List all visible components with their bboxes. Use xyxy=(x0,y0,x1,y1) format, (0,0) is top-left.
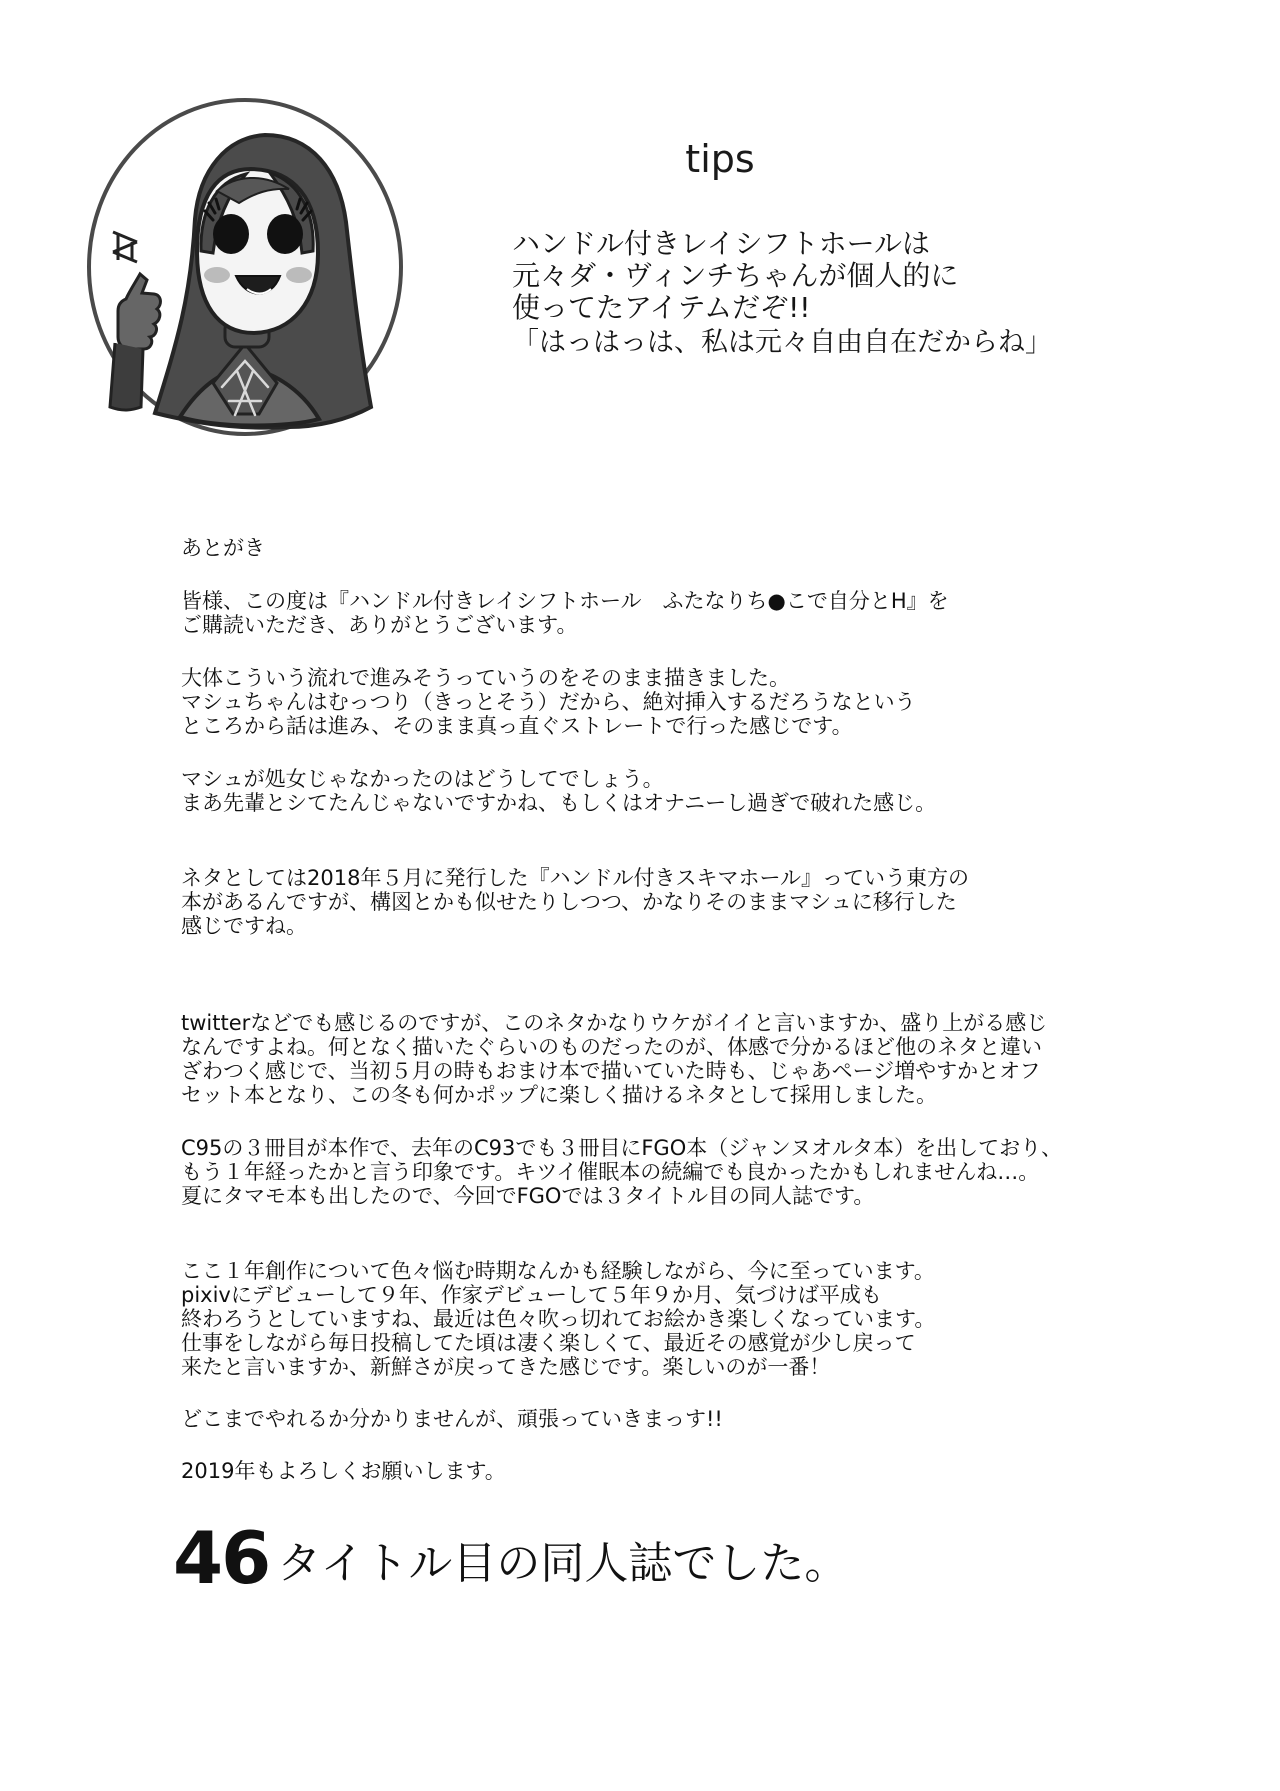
tips-title: tips xyxy=(685,137,755,181)
da-vinci-portrait-illustration xyxy=(87,97,403,437)
afterword-paragraph: どこまでやれるか分かりませんが、頑張っていきまっす!! xyxy=(181,1407,723,1431)
afterword-paragraph: C95の３冊目が本作で、去年のC93でも３冊目にFGO本（ジャンヌオルタ本）を出しており、 もう１年経ったかと言う印象です。キツイ催眠本の続編でも良かったかもしれませんね…。 夏にタマモ本も出したので、今回でFGOでは３タイトル目の同人誌です。 xyxy=(181,1136,1063,1208)
afterword-paragraph: 皆様、この度は『ハンドル付きレイシフトホール ふたなりち●こで自分とH』を ご購読いただき、ありがとうございます。 xyxy=(181,589,949,637)
tips-body: ハンドル付きレイシフトホールは 元々ダ・ヴィンチちゃんが個人的に 使ってたアイテムだぞ!! xyxy=(512,227,959,324)
afterword-paragraph: 大体こういう流れで進みそうっていうのをそのまま描きました。 マシュちゃんはむっつり（きっとそう）だから、絶対挿入するだろうなという ところから話は進み、そのまま真っ直ぐストレートで行った感じです。 xyxy=(181,666,916,738)
afterword-paragraph: ここ１年創作について色々悩む時期なんかも経験しながら、今に至っています。 pixivにデビューして９年、作家デビューして５年９か月、気づけば平成も 終わろうとしていますね、最近は色々吹っ切れてお絵かき楽しくなっています。 仕事をしながら毎日投稿してた頃は凄く楽しくて、最近その感覚が少し戻って 来たと言いますか、新鮮さが戻ってきた感じです。楽しいのが一番！ xyxy=(181,1259,936,1379)
title-count-text: タイトル目の同人誌でした。 xyxy=(277,1538,849,1590)
title-count-footer xyxy=(173,1510,1173,1600)
afterword-paragraph: 2019年もよろしくお願いします。 xyxy=(181,1459,506,1483)
afterword-paragraph: twitterなどでも感じるのですが、このネタかなりウケがイイと言いますか、盛り上がる感じ なんですよね。何となく描いたぐらいのものだったのが、体感で分かるほど他のネタと違い ざわつく感じで、当初５月の時もおまけ本で描いていた時も、じゃあページ増やすかとオフ セット本となり、この冬も何かポップに楽しく描けるネタとして採用しました。 xyxy=(181,1011,1048,1107)
afterword-paragraph: マシュが処女じゃなかったのはどうしてでしょう。 まあ先輩とシてたんじゃないですかね、もしくはオナニーし過ぎで破れた感じ。 xyxy=(181,767,937,815)
afterword-section xyxy=(181,536,1081,1483)
tips-quote: 「はっはっは、私は元々自由自在だからね」 xyxy=(512,327,1052,358)
afterword-paragraph: ネタとしては2018年５月に発行した『ハンドル付きスキマホール』っていう東方の 本があるんですが、構図とかも似せたりしつつ、かなりそのままマシュに移行した 感じですね。 xyxy=(181,866,970,938)
title-count-number: 46 xyxy=(173,1516,270,1600)
afterword-heading: あとがき xyxy=(181,536,265,560)
